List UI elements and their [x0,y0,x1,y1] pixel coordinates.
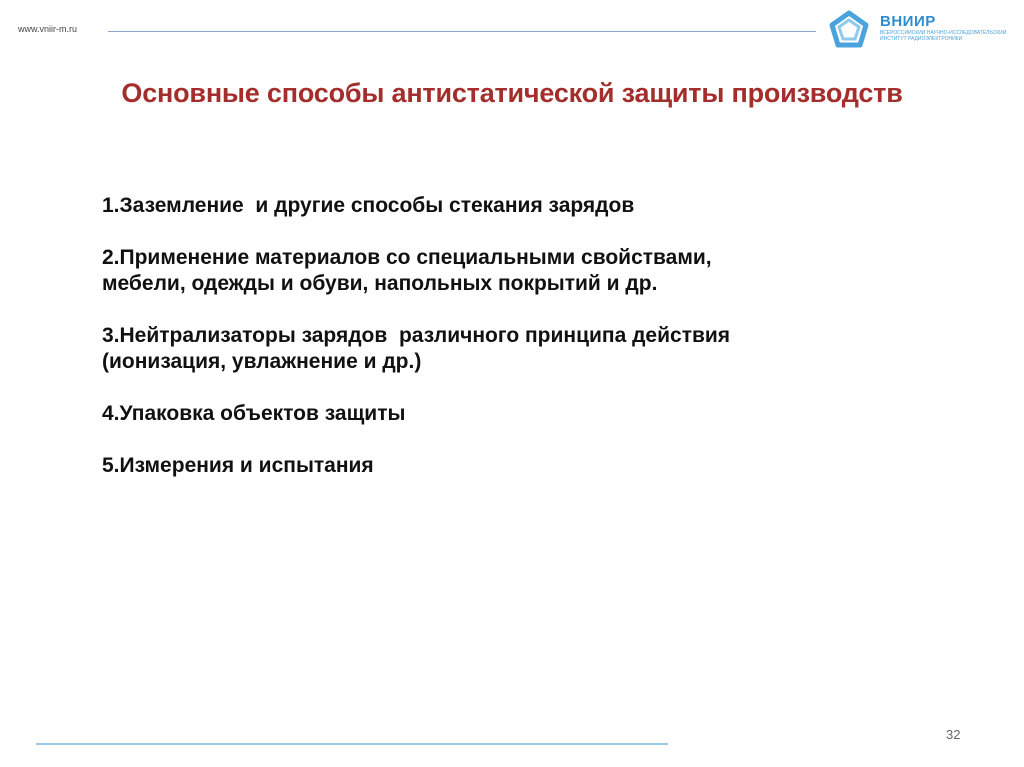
list-item [102,245,962,297]
item-number: 3. [102,324,120,347]
item-number: 2. [102,246,120,269]
site-url[interactable]: www.vniir-m.ru [18,24,78,34]
list-item [102,193,962,219]
item-text: Нейтрализаторы зарядов различного принципа действия (ионизация, увлажнение и др.) [102,324,731,373]
item-text: Упаковка объектов защиты [119,402,406,425]
method-list [102,193,962,505]
pentagon-logo-icon [828,10,870,50]
item-text: Применение материалов со специальными свойствами, мебели, одежды и обуви, напольных покрытий и др. [102,246,712,295]
logo-name: ВНИИР [880,13,936,30]
vniir-logo [828,10,1018,50]
logo-subtitle-line1: ВСЕРОССИЙСКИЙ НАУЧНО-ИССЛЕДОВАТЕЛЬСКИЙ [880,30,1007,36]
list-item [102,323,962,375]
item-number: 1. [102,194,120,217]
list-item [102,401,962,427]
item-number: 4. [102,402,120,425]
item-text: Измерения и испытания [119,454,374,477]
item-number: 5. [102,454,120,477]
slide-title: Основные способы антистатической защиты производств [121,78,903,108]
footer-divider [36,743,668,745]
list-item [102,453,962,479]
item-text: Заземление и другие способы стекания зарядов [119,194,635,217]
header-divider [108,31,816,32]
logo-subtitle [880,30,1016,42]
logo-subtitle-line2: ИНСТИТУТ РАДИОЭЛЕКТРОНИКИ [880,36,963,42]
page-number: 32 [946,727,961,742]
